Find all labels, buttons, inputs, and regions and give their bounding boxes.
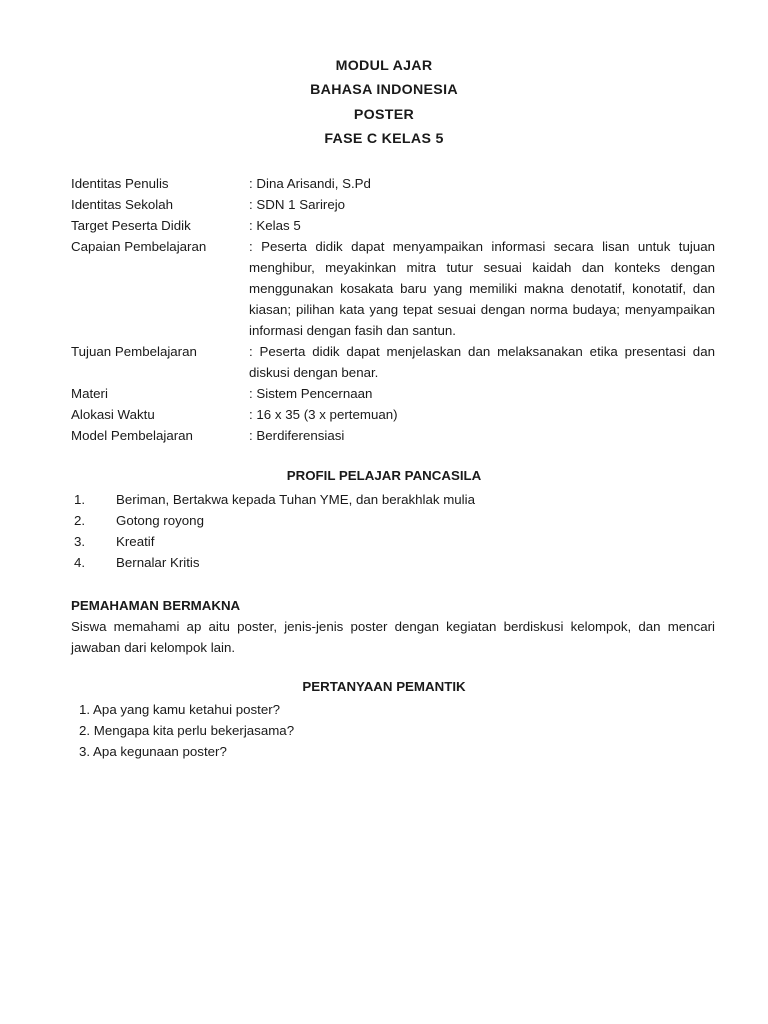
identity-row-penulis: [71, 173, 715, 194]
list-text: Bernalar Kritis: [116, 555, 200, 570]
identity-row-sekolah: [71, 194, 715, 215]
list-text: Kreatif: [116, 534, 155, 549]
identity-row-capaian: [71, 236, 715, 341]
identity-row-materi: [71, 383, 715, 404]
identity-value: : Dina Arisandi, S.Pd: [249, 176, 371, 191]
list-item: 2. Mengapa kita perlu bekerjasama?: [79, 723, 295, 738]
identity-value: : Peserta didik dapat menjelaskan dan melaksanakan etika presentasi dan diskusi dengan benar.: [249, 344, 715, 380]
identity-value: : SDN 1 Sarirejo: [249, 197, 346, 212]
pemahaman-heading: PEMAHAMAN BERMAKNA: [71, 598, 241, 613]
title-line-modul: MODUL AJAR: [335, 58, 433, 74]
list-item: [74, 552, 714, 573]
identity-label: Alokasi Waktu: [71, 407, 155, 422]
identity-value: : Berdiferensiasi: [249, 428, 345, 443]
identity-value: : Kelas 5: [249, 218, 301, 233]
pemahaman-text: Siswa memahami ap aitu poster, jenis-jenis poster dengan kegiatan berdiskusi kelompok, dan mencari jawaban dari kelompok lain.: [71, 619, 715, 655]
title-line-subject: BAHASA INDONESIA: [310, 82, 458, 99]
identity-value: : Peserta didik dapat menyampaikan informasi secara lisan untuk tujuan menghibur, meyakinkan mitra tutur sesuai kaidah dan konteks dengan menggunakan kosakata baru yang memiliki makna denotatif, konotatif, dan kiasan; pilihan kata yang tepat sesuai dengan norma budaya; menyampaikan informasi dengan fasih dan santun.: [249, 239, 715, 338]
identity-label: Identitas Sekolah: [71, 197, 174, 212]
document-title: [0, 56, 768, 153]
title-line-topic: POSTER: [353, 106, 415, 123]
identity-row-model: [71, 425, 715, 446]
identity-label: Identitas Penulis: [71, 176, 169, 191]
identity-table: [71, 173, 715, 446]
list-item: [74, 489, 714, 510]
pemahaman-section: [71, 595, 715, 658]
identity-row-target: [71, 215, 715, 236]
list-item: [74, 510, 714, 531]
list-text: Gotong royong: [116, 513, 204, 528]
identity-value: : 16 x 35 (3 x pertemuan): [249, 407, 398, 422]
list-number: 1.: [74, 492, 86, 507]
identity-row-alokasi: [71, 404, 715, 425]
identity-label: Model Pembelajaran: [71, 428, 193, 443]
pemantik-heading: PERTANYAAN PEMANTIK: [302, 679, 466, 694]
identity-label: Materi: [71, 386, 108, 401]
title-line-phase: FASE C KELAS 5: [324, 130, 444, 147]
pemantik-list: [79, 699, 719, 762]
identity-label: Target Peserta Didik: [71, 218, 191, 233]
list-item: 3. Apa kegunaan poster?: [79, 744, 227, 759]
identity-label: Tujuan Pembelajaran: [71, 344, 197, 359]
identity-value: : Sistem Pencernaan: [249, 386, 373, 401]
list-item: [74, 531, 714, 552]
list-item: 1. Apa yang kamu ketahui poster?: [79, 702, 281, 717]
identity-row-tujuan: [71, 341, 715, 383]
list-number: 3.: [74, 534, 86, 549]
identity-label: Capaian Pembelajaran: [71, 239, 207, 254]
profil-list: [74, 489, 714, 573]
profil-heading: PROFIL PELAJAR PANCASILA: [286, 468, 482, 483]
list-number: 2.: [74, 513, 86, 528]
list-number: 4.: [74, 555, 86, 570]
list-text: Beriman, Bertakwa kepada Tuhan YME, dan berakhlak mulia: [116, 492, 475, 507]
